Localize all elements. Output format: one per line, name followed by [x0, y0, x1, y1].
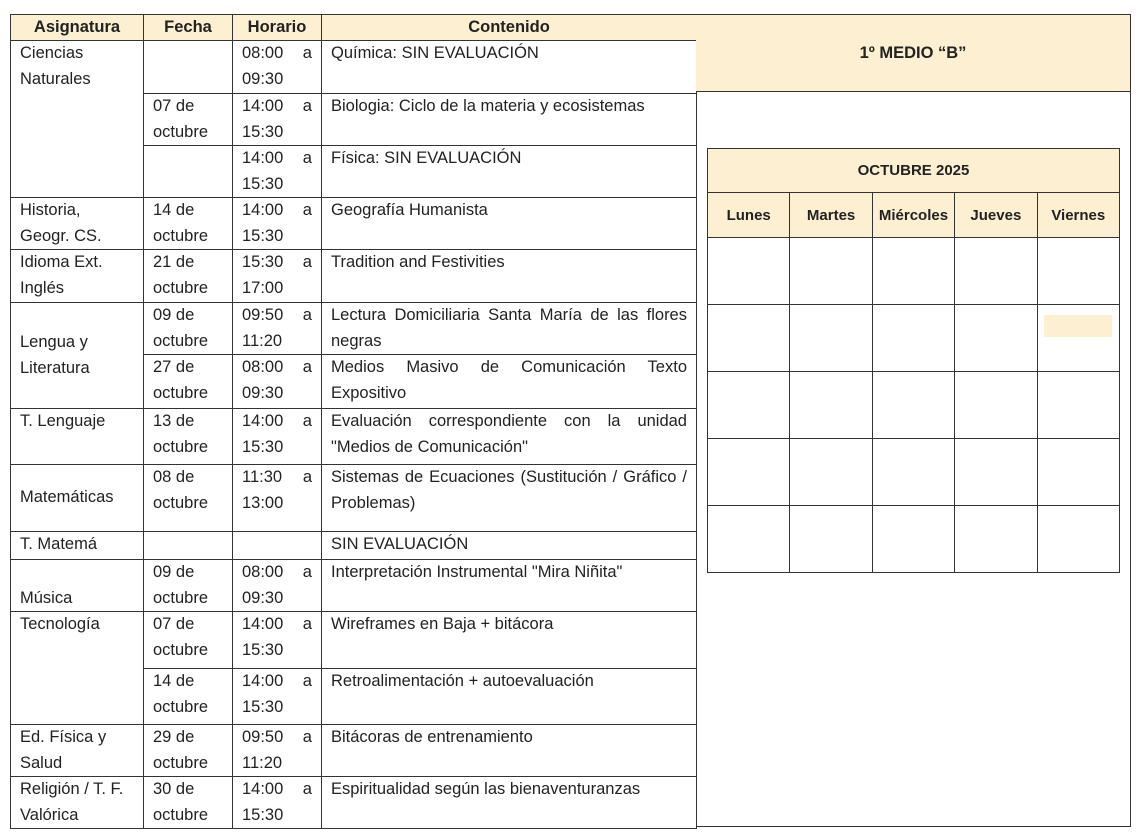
- cell-asignatura: Ciencias Naturales: [11, 41, 144, 198]
- calendar-day-cell: [708, 305, 790, 372]
- calendar-day-cell: [790, 238, 872, 305]
- cell-asignatura: Historia, Geogr. CS.: [11, 198, 144, 250]
- cell-horario: 08:00 a 09:30: [233, 560, 322, 612]
- calendar-day-cell: [790, 506, 872, 573]
- calendar-day-cell: [955, 238, 1037, 305]
- cell-asignatura: T. Matemá: [11, 532, 144, 560]
- table-row: [11, 303, 697, 355]
- calendar-day-cell: [708, 238, 790, 305]
- calendar-day-cell: [708, 439, 790, 506]
- cell-horario: 14:00 a 15:30: [233, 777, 322, 829]
- cell-contenido: Biologia: Ciclo de la materia y ecosistemas: [322, 94, 697, 146]
- cell-fecha: 13 de octubre: [144, 409, 233, 465]
- calendar-week-row: [708, 372, 1120, 439]
- cell-contenido: Medios Masivo de Comunicación Texto Expositivo: [322, 355, 697, 409]
- calendar-day-cell: [1037, 238, 1119, 305]
- table-row: [11, 560, 697, 612]
- outer-right-border: [1130, 14, 1131, 826]
- cell-contenido: Bitácoras de entrenamiento: [322, 725, 697, 777]
- cell-contenido: Lectura Domiciliaria Santa María de las flores negras: [322, 303, 697, 355]
- calendar-day-cell: [955, 305, 1037, 372]
- header-horario: Horario: [233, 15, 322, 41]
- cell-asignatura: Religión / T. F. Valórica: [11, 777, 144, 829]
- cell-fecha: 29 de octubre: [144, 725, 233, 777]
- cell-horario: 14:00 a 15:30: [233, 612, 322, 669]
- october-calendar: [707, 148, 1120, 573]
- cell-horario: 14:00 a 15:30: [233, 94, 322, 146]
- calendar-day-cell: [790, 372, 872, 439]
- cell-horario: 14:00 a 15:30: [233, 146, 322, 198]
- cell-contenido: Tradition and Festivities: [322, 250, 697, 303]
- cell-asignatura: Ed. Física y Salud: [11, 725, 144, 777]
- table-row: [11, 41, 697, 94]
- calendar-day-cell: [872, 439, 954, 506]
- weekday-lunes: Lunes: [708, 193, 790, 238]
- cell-fecha: 30 de octubre: [144, 777, 233, 829]
- table-row: [11, 612, 697, 669]
- cell-fecha: 09 de octubre: [144, 303, 233, 355]
- cell-fecha: 07 de octubre: [144, 94, 233, 146]
- cell-contenido: Geografía Humanista: [322, 198, 697, 250]
- calendar-day-cell: [1037, 506, 1119, 573]
- cell-fecha: 21 de octubre: [144, 250, 233, 303]
- cell-fecha: 09 de octubre: [144, 560, 233, 612]
- cell-contenido: SIN EVALUACIÓN: [322, 532, 697, 560]
- cell-horario: [233, 532, 322, 560]
- cell-horario: 09:50 a 11:20: [233, 303, 322, 355]
- calendar-day-cell: [872, 305, 954, 372]
- calendar-weekday-row: [708, 193, 1120, 238]
- cell-contenido: Retroalimentación + autoevaluación: [322, 669, 697, 725]
- cell-contenido: Espiritualidad según las bienaventuranzas: [322, 777, 697, 829]
- calendar-day-cell: [872, 506, 954, 573]
- calendar-week-row: [708, 439, 1120, 506]
- calendar-day-cell: [1037, 305, 1119, 372]
- calendar-day-cell: [708, 506, 790, 573]
- cell-horario: 11:30 a 13:00: [233, 465, 322, 532]
- cell-contenido: Química: SIN EVALUACIÓN: [322, 41, 697, 94]
- calendar-day-cell: [955, 372, 1037, 439]
- cell-contenido: Interpretación Instrumental "Mira Niñita": [322, 560, 697, 612]
- weekday-miercoles: Miércoles: [872, 193, 954, 238]
- cell-horario: 08:00 a 09:30: [233, 355, 322, 409]
- weekday-jueves: Jueves: [955, 193, 1037, 238]
- table-row: [11, 777, 697, 829]
- table-row: [11, 198, 697, 250]
- cell-horario: 14:00 a 15:30: [233, 409, 322, 465]
- header-asignatura: Asignatura: [11, 15, 144, 41]
- table-header-row: [11, 15, 697, 41]
- cell-contenido: Wireframes en Baja + bitácora: [322, 612, 697, 669]
- evaluation-schedule-table: [10, 14, 697, 829]
- calendar-day-cell: [955, 439, 1037, 506]
- header-contenido: Contenido: [322, 15, 697, 41]
- cell-fecha: 14 de octubre: [144, 669, 233, 725]
- cell-asignatura: T. Lenguaje: [11, 409, 144, 465]
- calendar-week-row: [708, 506, 1120, 573]
- cell-fecha: 08 de octubre: [144, 465, 233, 532]
- table-row: [11, 250, 697, 303]
- table-row: [11, 409, 697, 465]
- weekday-martes: Martes: [790, 193, 872, 238]
- calendar-week-row: [708, 238, 1120, 305]
- weekday-viernes: Viernes: [1037, 193, 1119, 238]
- table-row: [11, 465, 697, 532]
- calendar-day-cell: [872, 238, 954, 305]
- cell-contenido: Física: SIN EVALUACIÓN: [322, 146, 697, 198]
- cell-horario: 14:00 a 15:30: [233, 669, 322, 725]
- course-title: 1º MEDIO “B”: [696, 14, 1131, 92]
- cell-contenido: Sistemas de Ecuaciones (Sustitución / Gráfico / Problemas): [322, 465, 697, 532]
- cell-horario: 14:00 a 15:30: [233, 198, 322, 250]
- cell-fecha: 14 de octubre: [144, 198, 233, 250]
- calendar-week-row: [708, 305, 1120, 372]
- header-fecha: Fecha: [144, 15, 233, 41]
- calendar-day-cell: [1037, 372, 1119, 439]
- calendar-highlight: [1044, 315, 1112, 337]
- cell-horario: 09:50 a 11:20: [233, 725, 322, 777]
- table-row: [11, 532, 697, 560]
- calendar-month-title: OCTUBRE 2025: [708, 149, 1120, 193]
- cell-asignatura: Matemáticas: [11, 465, 144, 532]
- cell-asignatura: Lengua y Literatura: [11, 303, 144, 409]
- cell-fecha: [144, 146, 233, 198]
- cell-fecha: 07 de octubre: [144, 612, 233, 669]
- calendar-day-cell: [790, 305, 872, 372]
- cell-horario: 15:30 a 17:00: [233, 250, 322, 303]
- cell-asignatura: Música: [11, 560, 144, 612]
- table-row: [11, 725, 697, 777]
- cell-fecha: 27 de octubre: [144, 355, 233, 409]
- cell-contenido: Evaluación correspondiente con la unidad "Medios de Comunicación": [322, 409, 697, 465]
- cell-fecha: [144, 532, 233, 560]
- cell-fecha: [144, 41, 233, 94]
- calendar-day-cell: [790, 439, 872, 506]
- calendar-day-cell: [955, 506, 1037, 573]
- calendar-day-cell: [872, 372, 954, 439]
- cell-asignatura: Idioma Ext. Inglés: [11, 250, 144, 303]
- outer-bottom-border: [696, 826, 1131, 827]
- cell-horario: 08:00 a 09:30: [233, 41, 322, 94]
- calendar-day-cell: [1037, 439, 1119, 506]
- calendar-day-cell: [708, 372, 790, 439]
- cell-asignatura: Tecnología: [11, 612, 144, 725]
